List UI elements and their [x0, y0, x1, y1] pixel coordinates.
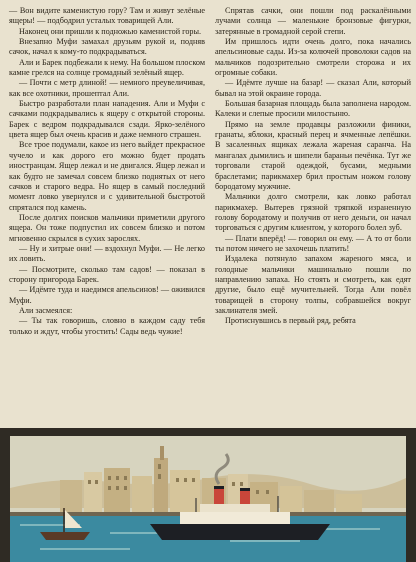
paragraph: Али и Барек подбежали к нему. На большом плоском камне грелся на солнце громадный зелёный ящер.: [9, 57, 205, 78]
paragraph: Большая базарная площадь была заполнена народом. Калеки и слепые просили милостыню.: [215, 99, 411, 119]
paragraph: Все трое подумали, какое из него выйдет прекрасное чучело и как дорого его можно будет продать иностранцам. Ящер лежал и не двигался. Ящер лежал и как будто не замечал совсем близко поднятых от него сачков и старого ведра. Но ящер в самый последний момент ловко увернулся и с удивительной быстротой спрятался под камень.: [9, 140, 205, 212]
paragraph: — Идёмте туда и наедимся апельсинов! — оживился Муфи.: [9, 285, 205, 305]
paragraph: — Почти с метр длиной! — немного преувеличивая, как все охотники, прошептал Али.: [9, 78, 205, 98]
paragraph: После долгих поисков мальчики приметили другого ящера. Он тоже подпустил их совсем близко и потом мгновенно скрылся в сухих зарослях.: [9, 212, 205, 243]
paragraph: Издалека потянуло запахом жареного мяса, и голодные мальчики машинально пошли по направлению запаха. Но стоять и смотреть, как едят другие, было ещё мучительней. Тогда Али повёл товарищей в сторону толпы, собравшейся вокруг заклинателя змей.: [215, 254, 411, 315]
paragraph: Спрятав сачки, они пошли под раскалёнными лучами солнца — маленькие бронзовые фигурки, затерянные в громадной серой степи.: [215, 6, 411, 36]
minaret: [160, 446, 164, 460]
text-column-left: [9, 6, 205, 337]
paragraph: Мальчики долго смотрели, как ловко работал парикмахер. Вытерев грязной тряпкой израненную голову бородатому и получив от него деньги, он начал торговаться с другим клиентом, у которого болел зуб.: [215, 192, 411, 233]
paragraph: — Идёмте лучше на базар! — сказал Али, который бывал на этой окраине города.: [215, 78, 411, 98]
paragraph: — Ты так говоришь, словно в каждом саду тебя только и ждут, чтобы угостить! Сады ведь чужие!: [9, 316, 205, 336]
paragraph: Внезапно Муфи замахал друзьям рукой и, подняв сачок, начал к кому-то подкрадываться.: [9, 37, 205, 57]
paragraph: — Посмотрите, сколько там садов! — показал в сторону пригорода Барек.: [9, 264, 205, 284]
text-column-right: [215, 6, 411, 327]
paragraph: Протиснувшись в первый ряд, ребята: [225, 316, 356, 326]
paragraph: — Ну и хитрые они! — вздохнул Муфи. — Не легко их ловить.: [9, 243, 205, 264]
paragraph: Быстро разработали план нападения. Али и Муфи с сачками подкрадывались к ящеру с открытой стороны. Барек с ведром подкрадывался сзади. Ярко-зелёного цвета ящер был очень красив и даже немного страшен.: [9, 99, 205, 140]
paragraph: — Вон видите каменистую гору? Там и живут зелёные ящеры! — подбодрил усталых товарищей Али.: [9, 6, 205, 26]
paragraph: Прямо на земле продавцы разложили финики, гранаты, яблоки, красный перец и ячменные лепёшки. В засаленных ящиках лежала жареная саранча. На мангалах дымились и шипели бараньи печёнка. Тут же торговали старой одеждой, бусами, медными браслетами; парикмахер брил простым ножом голову бородатому мужчине.: [215, 119, 411, 191]
paragraph: Им пришлось идти очень долго, пока начались апельсиновые сады. Из-за колючей проволоки садов на мальчиков подозрительно смотрели сторожа и их огромные собаки.: [215, 37, 411, 78]
paragraph: Али засмеялся:: [19, 305, 73, 315]
harbor-illustration: [0, 428, 416, 562]
paragraph: — Плати вперёд! — говорил он ему. — А то от боли ты потом ничего не захочешь платить!: [215, 233, 411, 253]
paragraph: Наконец они пришли к подножью каменистой горы.: [19, 26, 202, 36]
